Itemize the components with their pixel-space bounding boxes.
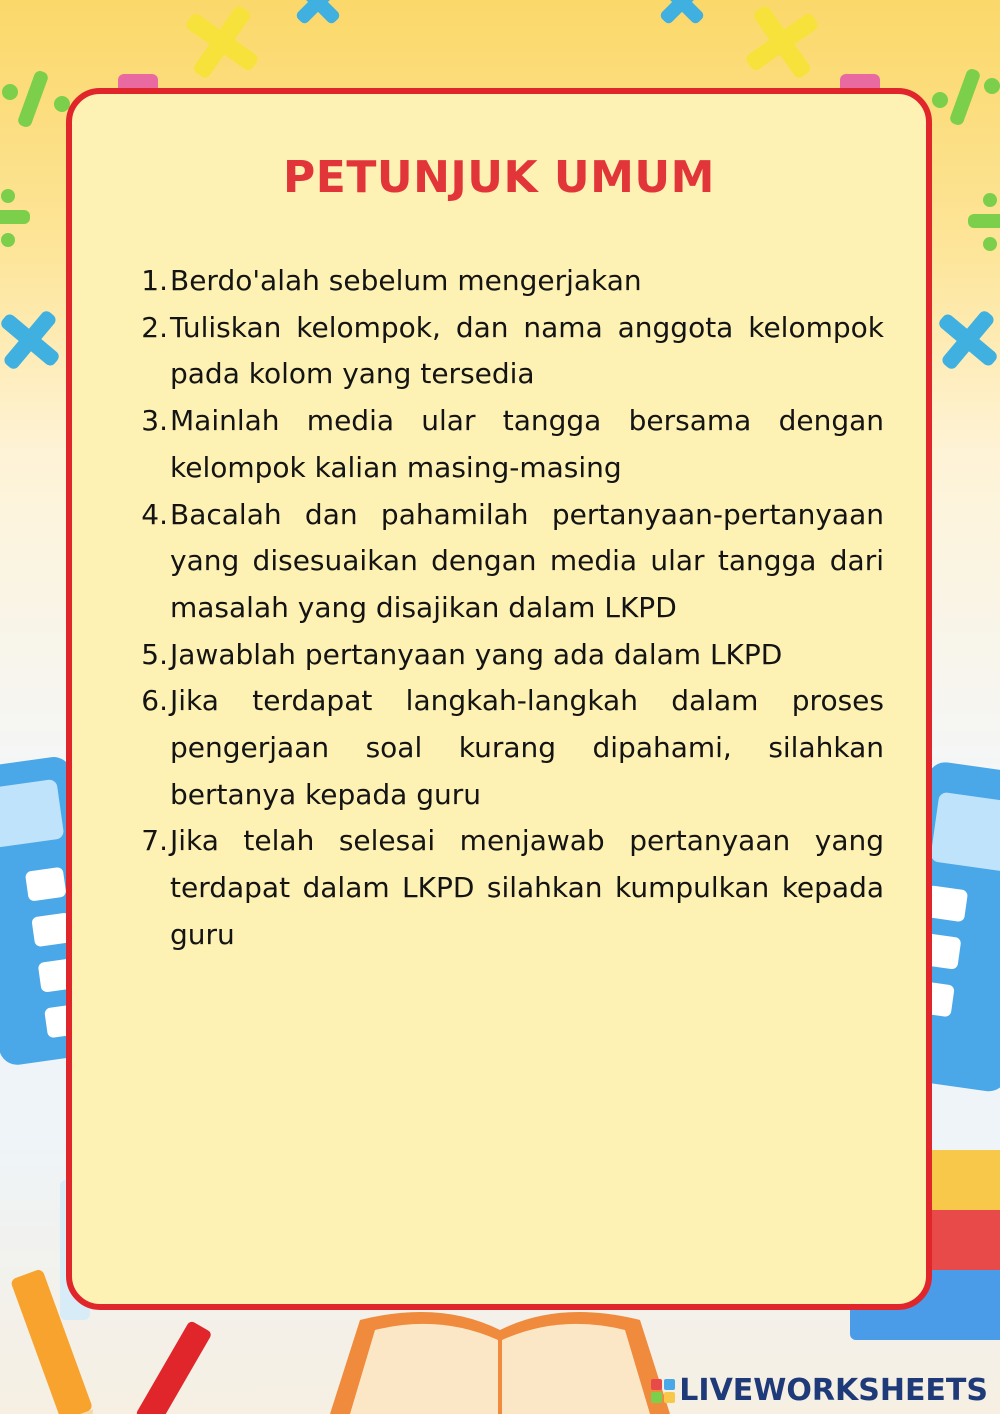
list-item <box>134 818 884 958</box>
liveworksheets-watermark[interactable] <box>651 1373 988 1408</box>
divide-sign-icon <box>0 189 30 247</box>
plus-sign-icon <box>726 0 837 98</box>
plus-sign-icon <box>166 0 277 98</box>
list-item <box>134 305 884 398</box>
list-item-text: Bacalah dan pahamilah pertanyaan-pertanyaan yang disesuaikan dengan media ular tangga dari masalah yang disajikan dalam LKPD <box>170 497 884 624</box>
list-item-text: Berdo'alah sebelum mengerjakan <box>170 264 642 297</box>
watermark-text: LIVEWORKSHEETS <box>679 1373 988 1408</box>
list-item <box>134 678 884 818</box>
times-sign-icon <box>645 0 719 39</box>
list-item-number: 5. <box>141 637 168 671</box>
pencil-icon <box>122 1320 213 1414</box>
list-item-text: Jawablah pertanyaan yang ada dalam LKPD <box>170 637 783 671</box>
times-sign-icon <box>281 0 355 39</box>
list-item <box>134 492 884 632</box>
list-item-text: Tuliskan kelompok, dan nama anggota kelompok pada kolom yang tersedia <box>170 310 884 391</box>
percent-sign-icon <box>932 67 1000 126</box>
list-item-number: 1. <box>141 264 168 297</box>
list-item-text: Jika terdapat langkah-langkah dalam proses pengerjaan soal kurang dipahami, silahkan bertanya kepada guru <box>170 684 884 811</box>
percent-sign-icon <box>2 69 70 128</box>
list-item <box>134 398 884 491</box>
list-item <box>134 258 884 305</box>
list-item-text: Jika telah selesai menjawab pertanyaan yang terdapat dalam LKPD silahkan kumpulkan kepada guru <box>170 824 884 951</box>
page-title: PETUNJUK UMUM <box>283 152 715 203</box>
list-item-number: 6. <box>141 684 168 718</box>
open-book-icon <box>330 1312 670 1414</box>
instruction-card <box>66 88 932 1310</box>
list-item-text: Mainlah media ular tangga bersama dengan kelompok kalian masing-masing <box>170 404 884 484</box>
list-item-number: 4. <box>141 497 168 531</box>
times-sign-icon <box>920 292 1000 388</box>
list-item-number: 2. <box>141 310 168 344</box>
list-item-number: 7. <box>141 824 168 858</box>
list-item <box>134 632 884 679</box>
liveworksheets-logo-icon <box>651 1379 675 1403</box>
list-item-number: 3. <box>141 404 168 438</box>
instruction-list <box>134 258 884 959</box>
divide-sign-icon <box>968 193 1000 251</box>
